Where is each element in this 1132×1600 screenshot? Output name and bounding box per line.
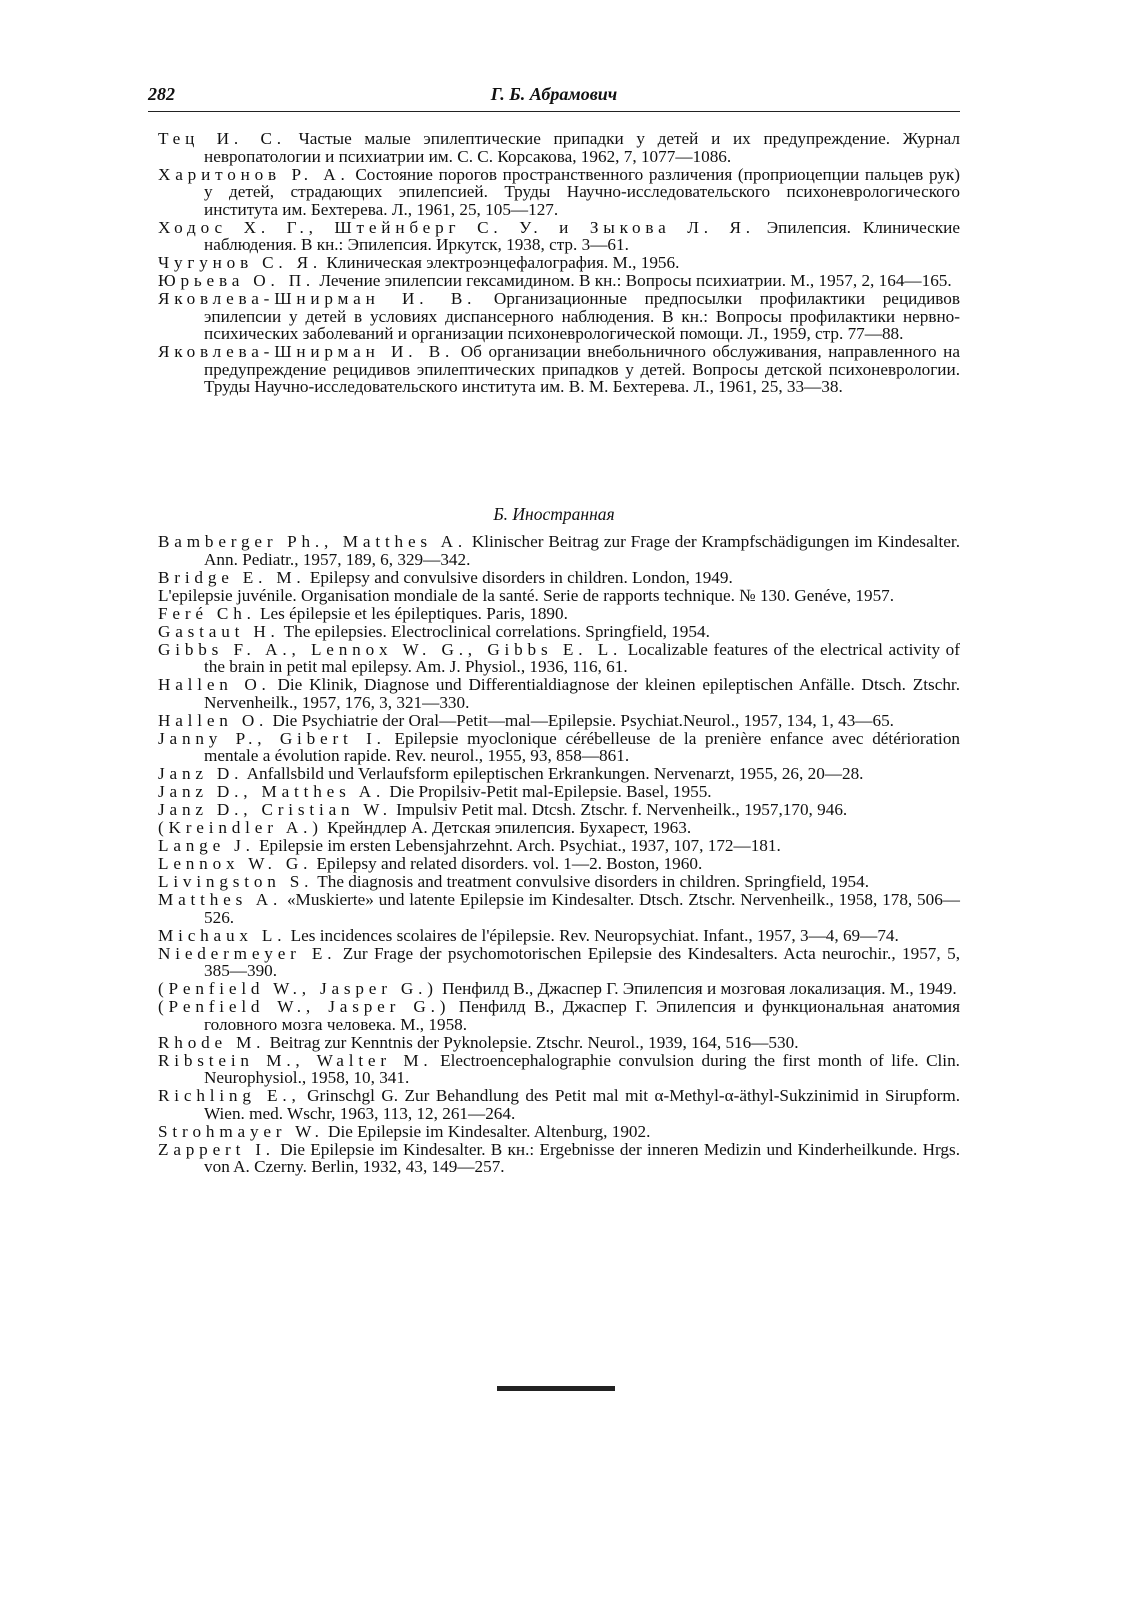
reference-text: Zur Frage der psychomotorischen Epilepsie des Kindesalters. Acta neurochir., 1957, 5, 385—390. <box>204 943 960 980</box>
header-rule <box>148 111 960 112</box>
reference-author: Bridge E. M. <box>158 567 306 587</box>
reference-text: Эпилепсия. Клинические наблюдения. В кн.: Эпилепсия. Иркутск, 1938, стр. 3—61. <box>204 217 960 254</box>
reference-author: Janz D. <box>158 764 244 783</box>
reference-author: Ходос Х. Г., Штейнберг С. У. и Зыкова Л. Я. <box>158 217 755 237</box>
reference-text: Die Epilepsie im Kindesalter. Altenburg, 1902. <box>323 1121 651 1141</box>
reference-author: Matthes A. <box>158 890 283 909</box>
reference-text: Die Psychiatrie der Oral—Petit—mal—Epilepsie. Psychiat.Neurol., 1957, 134, 1, 43—65. <box>268 710 894 730</box>
reference-text: Организационные предпосылки профилактики рецидивов эпилепсии у детей в условиях диспансерного наблюдения. В кн.: Вопросы профилактики нервно-психических заболеваний и организации психоневрологической помощи. Л., 1959, стр. 77—88. <box>204 289 960 343</box>
reference-text: Пенфилд В., Джаспер Г. Эпилепсия и функциональная анатомия головного мозга человека. М., 1958. <box>204 997 960 1034</box>
reference-author: (Kreindler A.) <box>158 818 323 837</box>
reference-entry <box>158 1052 960 1087</box>
page-number: 282 <box>148 84 175 104</box>
reference-entry <box>158 765 960 783</box>
reference-text: The epilepsies. Electroclinical correlations. Springfield, 1954. <box>279 621 710 641</box>
reference-entry <box>158 801 960 819</box>
reference-author: Lennox W. G. <box>158 854 313 873</box>
reference-author: Hallen O. <box>158 675 271 694</box>
reference-author: Харитонов Р. А. <box>158 164 350 184</box>
reference-entry <box>158 254 960 272</box>
reference-entry <box>158 1141 960 1176</box>
reference-text: Пенфилд В., Джаспер Г. Эпилепсия и мозговая локализация. М., 1949. <box>437 979 957 998</box>
reference-text: L'epilepsie juvénile. Organisation mondiale de la santé. Serie de rapports technique. № 130. Genéve, 1957. <box>158 585 895 605</box>
reference-author: Яковлева-Шнирман И. В. <box>158 342 455 361</box>
reference-entry <box>158 927 960 945</box>
reference-author: Niedermeyer E. <box>158 943 337 963</box>
reference-text: Les incidences scolaires de l'épilepsie. Rev. Neuropsychiat. Infant., 1957, 3—4, 69—74. <box>286 925 899 945</box>
end-ornament <box>497 1386 615 1391</box>
reference-text: Beitrag zur Kenntnis der Pyknolepsie. Ztschr. Neurol., 1939, 164, 516—530. <box>265 1032 799 1052</box>
reference-author: Hallen O. <box>158 710 269 730</box>
reference-entry <box>158 533 960 568</box>
reference-author: Bamberger Ph., Matthes A. <box>158 532 467 551</box>
reference-entry <box>158 873 960 891</box>
reference-entry <box>158 730 960 765</box>
reference-entry <box>158 819 960 837</box>
reference-author: Feré Ch. <box>158 603 256 623</box>
reference-text: Об организации внебольничного обслуживания, направленного на предупреждение рецидивов эпилептических припадков у детей. Вопросы детской психоневрологии. Труды Научно-исследовательского института им. В. М. Бехтерева. Л., 1961, 25, 33—38. <box>204 342 960 396</box>
reference-author: Юрьева О. П. <box>158 271 316 290</box>
reference-author: Strohmayer W. <box>158 1121 324 1141</box>
reference-author: Michaux L. <box>158 925 287 945</box>
reference-author: Яковлева-Шнирман И. В. <box>158 289 477 308</box>
reference-author: Janny P., Gibert I. <box>158 728 386 748</box>
reference-entry <box>158 998 960 1033</box>
reference-author: Zappert I. <box>158 1139 275 1159</box>
reference-entry <box>158 569 960 587</box>
reference-entry <box>158 676 960 711</box>
reference-list-russian <box>158 130 960 396</box>
reference-entry <box>158 343 960 396</box>
reference-text: Epilepsie im ersten Lebensjahrzehnt. Arch. Psychiat., 1937, 107, 172—181. <box>254 836 781 855</box>
page-header <box>148 84 960 110</box>
reference-text: Impulsiv Petit mal. Dtcsh. Ztschr. f. Nervenheilk., 1957,170, 946. <box>391 800 848 819</box>
reference-text: Les épilepsie et les épileptiques. Paris, 1890. <box>255 603 568 623</box>
reference-entry <box>158 855 960 873</box>
reference-entry <box>158 1123 960 1141</box>
reference-entry <box>158 130 960 165</box>
reference-author: Lange J. <box>158 836 255 855</box>
reference-text: Клиническая электроэнцефалография. М., 1956. <box>322 253 680 272</box>
reference-entry <box>158 290 960 343</box>
reference-text: Лечение эпилепсии гексамидином. В кн.: Вопросы психиатрии. М., 1957, 2, 164—165. <box>315 271 952 290</box>
reference-text: Anfallsbild und Verlaufsform epileptischen Erkrankungen. Nervenarzt, 1955, 26, 20—28. <box>243 764 864 783</box>
reference-entry <box>158 166 960 219</box>
reference-author: Livingston S. <box>158 872 314 891</box>
reference-text: Grinschgl G. Zur Behandlung des Petit mal mit α-Methyl-α-äthyl-Sukzinimid in Sirupform. Wien. med. Wschr, 1963, 113, 12, 261—264. <box>204 1086 960 1123</box>
reference-text: Electroencephalographie convulsion during the first month of life. Clin. Neurophysiol., 1958, 10, 341. <box>204 1050 960 1087</box>
reference-text: The diagnosis and treatment convulsive disorders in children. Springfield, 1954. <box>313 872 870 891</box>
reference-entry <box>158 1034 960 1052</box>
reference-text: Состояние порогов пространственного различения (проприоцепции пальцев рук) у детей, страдающих эпилепсией. Труды Научно-исследовательского психоневрологического института им. Бехтерева. Л., 1961, 25, 105—127. <box>204 164 960 219</box>
reference-entry <box>158 1087 960 1122</box>
reference-text: Epilepsie myoclonique cérébelleuse de la prenière enfance avec détérioration mentale a évolution rapide. Rev. neurol., 1955, 93, 858—861. <box>204 728 961 765</box>
reference-text: Localizable features of the electrical activity of the brain in petit mal epilepsy. Am. J. Physiol., 1936, 116, 61. <box>204 639 960 676</box>
reference-entry <box>158 605 960 623</box>
reference-entry <box>158 272 960 290</box>
reference-author: Ribstein M., Walter M. <box>158 1050 433 1070</box>
reference-author: (Penfield W., Jasper G.) <box>158 997 451 1016</box>
reference-entry <box>158 641 960 676</box>
reference-text: Die Klinik, Diagnose und Differentialdiagnose der kleinen epileptischen Anfälle. Dtsch. Ztschr. Nervenheilk., 1957, 176, 3, 321—330. <box>204 675 961 712</box>
reference-entry <box>158 783 960 801</box>
reference-text: Частые малые эпилептические припадки у детей и их предупреждение. Журнал невропатологии и психиатрии им. С. С. Корсакова, 1962, 7, 1077—1086. <box>204 129 961 166</box>
reference-text: Крейндлер А. Детская эпилепсия. Бухарест, 1963. <box>322 818 692 837</box>
reference-entry <box>158 623 960 641</box>
reference-entry <box>158 587 960 605</box>
reference-author: Janz D., Cristian W. <box>158 800 392 819</box>
reference-author: (Penfield W., Jasper G.) <box>158 979 438 998</box>
reference-entry <box>158 712 960 730</box>
reference-author: Janz D., Matthes A. <box>158 782 386 801</box>
reference-text: Die Epilepsie im Kindesalter. В кн.: Ergebnisse der inneren Medizin und Kinderheilkunde. Hrgs. von A. Czerny. Berlin, 1932, 43, 149—257. <box>204 1139 960 1176</box>
reference-author: Gibbs F. A., Lennox W. G., Gibbs E. L. <box>158 639 623 659</box>
reference-author: Тец И. С. <box>158 129 286 148</box>
reference-list-foreign <box>158 533 960 1176</box>
reference-text: Epilepsy and related disorders. vol. 1—2. Boston, 1960. <box>312 854 703 873</box>
reference-text: Klinischer Beitrag zur Frage der Krampfschädigungen im Kindesalter. Ann. Pediatr., 1957, 189, 6, 329—342. <box>204 532 960 569</box>
reference-author: Rhode M. <box>158 1032 266 1052</box>
reference-text: Die Propilsiv-Petit mal-Epilepsie. Basel, 1955. <box>385 782 712 801</box>
reference-text: «Muskierte» und latente Epilepsie im Kindesalter. Dtsch. Ztschr. Nervenheilk., 1958, 178, 506—526. <box>204 890 960 927</box>
section-heading: Б. Иностранная <box>493 504 615 524</box>
reference-author: Richling E., <box>158 1086 301 1105</box>
reference-entry <box>158 980 960 998</box>
reference-author: Gastaut H. <box>158 621 280 641</box>
reference-entry <box>158 945 960 980</box>
running-head: Г. Б. Абрамович <box>490 84 618 104</box>
reference-entry <box>158 837 960 855</box>
reference-entry <box>158 891 960 926</box>
reference-text: Epilepsy and convulsive disorders in children. London, 1949. <box>305 567 733 587</box>
reference-entry <box>158 219 960 254</box>
reference-author: Чугунов С. Я. <box>158 253 323 272</box>
